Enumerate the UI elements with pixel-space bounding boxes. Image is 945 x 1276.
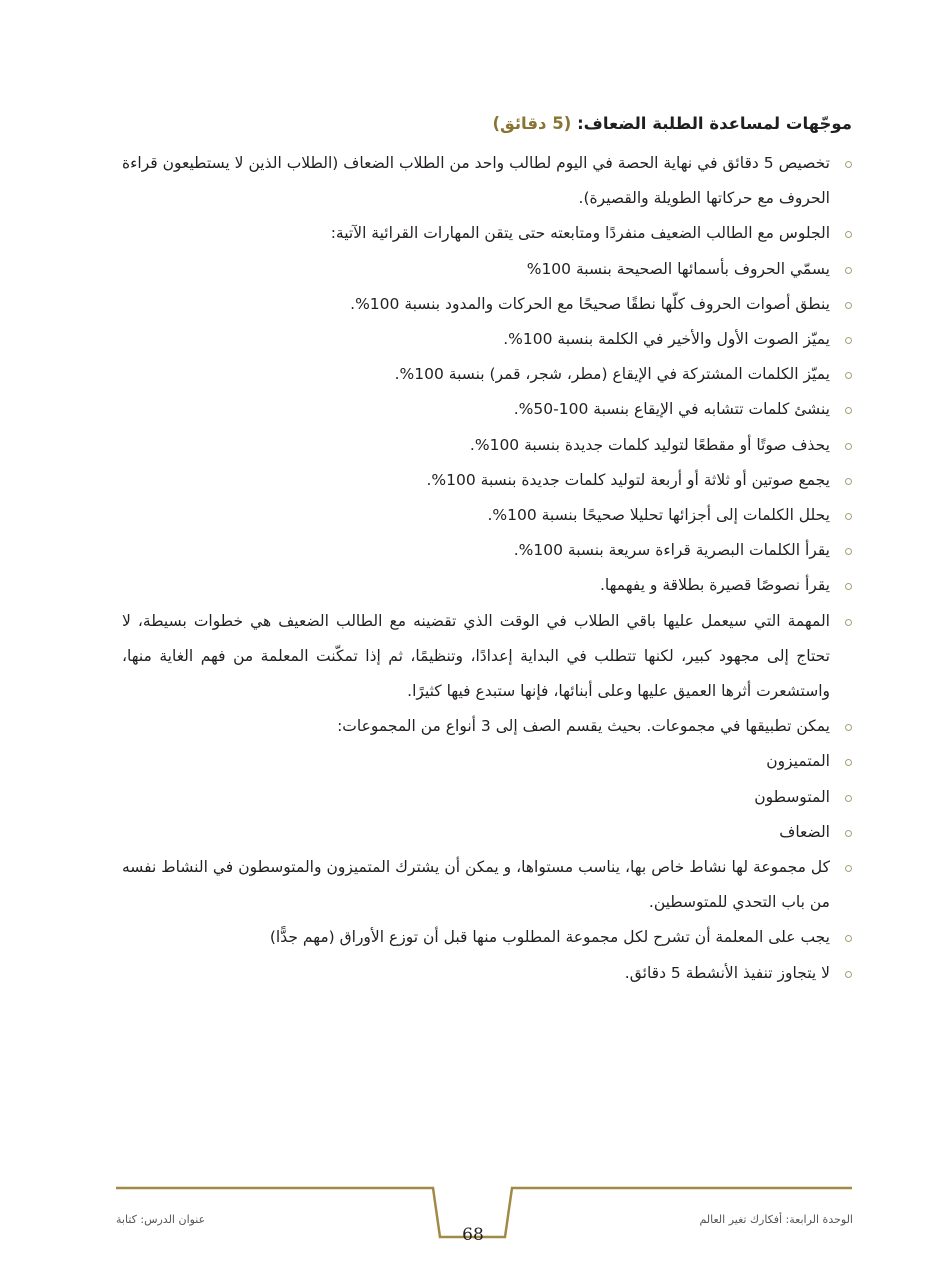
list-item: يمكن تطبيقها في مجموعات. بحيث يقسم الصف إلى 3 أنواع من المجموعات: [122, 709, 852, 744]
list-item: لا يتجاوز تنفيذ الأنشطة 5 دقائق. [122, 956, 852, 991]
heading-title: موجّهات لمساعدة الطلبة الضعاف: [577, 114, 852, 133]
bullet-icon [845, 548, 852, 555]
list-item: تخصيص 5 دقائق في نهاية الحصة في اليوم لطالب واحد من الطلاب الضعاف (الطلاب الذين لا يستطيعون قراءة الحروف مع حركاتها الطويلة والقصيرة). [122, 146, 852, 216]
bullet-icon [845, 724, 852, 731]
bullet-icon [845, 267, 852, 274]
bullet-icon [845, 161, 852, 168]
list-item: يسمّي الحروف بأسمائها الصحيحة بنسبة 100% [122, 252, 852, 287]
list-item: يجمع صوتين أو ثلاثة أو أربعة لتوليد كلمات جديدة بنسبة 100%. [122, 463, 852, 498]
list-item: يجب على المعلمة أن تشرح لكل مجموعة المطلوب منها قبل أن توزع الأوراق (مهم جدًّا) [122, 920, 852, 955]
list-item: الجلوس مع الطالب الضعيف منفردًا ومتابعته حتى يتقن المهارات القرائية الآتية: [122, 216, 852, 251]
list-item: كل مجموعة لها نشاط خاص بها، يناسب مستواها، و يمكن أن يشترك المتميزون والمتوسطون في النشاط نفسه من باب التحدي للمتوسطين. [122, 850, 852, 920]
bullet-icon [845, 372, 852, 379]
bullet-icon [845, 865, 852, 872]
bullet-icon [845, 935, 852, 942]
list-item: الضعاف [122, 815, 852, 850]
bullet-icon [845, 759, 852, 766]
list-item: ينشئ كلمات تتشابه في الإيقاع بنسبة 100-50%. [122, 392, 852, 427]
heading-duration: (5 دقائق) [492, 114, 572, 133]
page-footer [0, 1185, 945, 1276]
bullet-icon [845, 830, 852, 837]
section-heading [122, 110, 852, 138]
list-item: ينطق أصوات الحروف كلّها نطقًا صحيحًا مع الحركات والمدود بنسبة 100%. [122, 287, 852, 322]
bullet-icon [845, 583, 852, 590]
list-item: المتوسطون [122, 780, 852, 815]
bullet-icon [845, 478, 852, 485]
guidelines-list [122, 146, 852, 991]
footer-unit-title: الوحدة الرابعة: أفكارك تغير العالم [699, 1213, 853, 1226]
bullet-icon [845, 302, 852, 309]
page-content [122, 110, 852, 991]
bullet-icon [845, 971, 852, 978]
bullet-icon [845, 795, 852, 802]
bullet-icon [845, 619, 852, 626]
bullet-icon [845, 231, 852, 238]
bullet-icon [845, 407, 852, 414]
bullet-icon [845, 337, 852, 344]
bullet-icon [845, 443, 852, 450]
list-item: يميّز الكلمات المشتركة في الإيقاع (مطر، شجر، قمر) بنسبة 100%. [122, 357, 852, 392]
list-item: المهمة التي سيعمل عليها باقي الطلاب في الوقت الذي تقضينه مع الطالب الضعيف هي خطوات بسيطة، لا تحتاج إلى مجهود كبير، لكنها تتطلب في البداية إعدادًا، وتنظيمًا، ثم إذا تمكّنت المعلمة من فهم الغاية منها، واستشعرت أثرها العميق عليها وعلى أبنائها، فإنها ستبدع فيها كثيرًا. [122, 604, 852, 710]
list-item: يميّز الصوت الأول والأخير في الكلمة بنسبة 100%. [122, 322, 852, 357]
page-number: 68 [462, 1225, 484, 1245]
list-item: يقرأ نصوصًا قصيرة بطلاقة و يفهمها. [122, 568, 852, 603]
footer-lesson-title: عنوان الدرس: كتابة [116, 1213, 206, 1226]
list-item: يحلل الكلمات إلى أجزائها تحليلا صحيحًا بنسبة 100%. [122, 498, 852, 533]
list-item: يحذف صوتًا أو مقطعًا لتوليد كلمات جديدة بنسبة 100%. [122, 428, 852, 463]
list-item: يقرأ الكلمات البصرية قراءة سريعة بنسبة 100%. [122, 533, 852, 568]
bullet-icon [845, 513, 852, 520]
list-item: المتميزون [122, 744, 852, 779]
